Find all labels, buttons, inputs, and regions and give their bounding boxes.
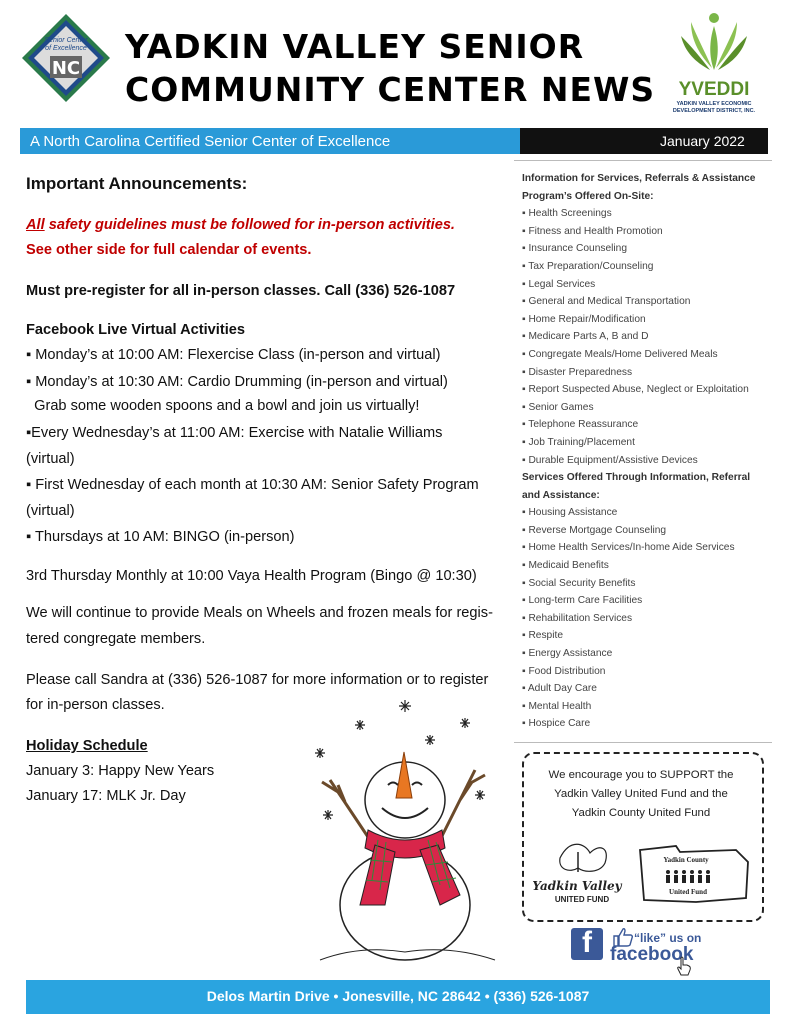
onsite-services-list [522, 205, 772, 469]
service-item: ▪ Health Screenings [522, 208, 612, 220]
activity-senior-safety: ▪ First Wednesday of each month at 10:30 AM: Senior Safety Program [26, 477, 479, 493]
yveddi-sub2: DEVELOPMENT DISTRICT, INC. [672, 108, 756, 114]
service-item: ▪ Job Training/Placement [522, 436, 635, 448]
activity-cardio-note: Grab some wooden spoons and a bowl and join us virtually! [26, 398, 420, 414]
pointer-hand-icon [676, 956, 692, 981]
activity-bingo: ▪ Thursdays at 10 AM: BINGO (in-person) [26, 529, 295, 545]
service-item: ▪ Hospice Care [522, 718, 591, 730]
facebook-like-text: “like” us on [634, 931, 702, 945]
vaya-health-note: 3rd Thursday Monthly at 10:00 Vaya Health Program (Bingo @ 10:30) [26, 568, 477, 584]
snowman-illustration [300, 690, 510, 970]
safety-guidelines [26, 215, 506, 235]
service-item: ▪ Rehabilitation Services [522, 612, 633, 624]
services-heading-2: Program’s Offered On-Site: [522, 190, 654, 202]
newsletter-title-line2: COMMUNITY CENTER NEWS [125, 70, 656, 109]
yv-fund-line1: Yadkin Valley [532, 879, 622, 893]
newsletter-title-line1: YADKIN VALLEY SENIOR [125, 27, 585, 66]
activity-cardio-drumming: ▪ Monday’s at 10:30 AM: Cardio Drumming (in-person and virtual) [26, 374, 448, 390]
service-item: ▪ Home Repair/Modification [522, 313, 646, 325]
holiday-new-years: January 3: Happy New Years [26, 763, 215, 779]
yadkin-valley-united-fund-logo [530, 838, 625, 908]
support-line2: Yadkin Valley United Fund and the [554, 788, 728, 800]
activity-exercise-natalie: ▪Every Wednesday’s at 11:00 AM: Exercise with Natalie Williams [26, 425, 443, 441]
safety-rest: safety guidelines must be followed for in-person activities. [44, 217, 455, 233]
services-heading-1: Information for Services, Referrals & Assistance [522, 173, 756, 184]
service-item: ▪ Disaster Preparedness [522, 366, 633, 378]
activity-flexercise: ▪ Monday’s at 10:00 AM: Flexercise Class (in-person and virtual) [26, 347, 441, 363]
yveddi-figure-icon [679, 12, 749, 72]
support-line1: We encourage you to SUPPORT the [548, 769, 734, 781]
support-line3: Yadkin County United Fund [571, 807, 711, 819]
yveddi-logo [660, 12, 768, 112]
seal-line1: Senior Center [44, 37, 88, 44]
service-item: ▪ Adult Day Care [522, 683, 597, 695]
calendar-note: See other side for full calendar of events. [26, 242, 312, 258]
service-item: ▪ Long-term Care Facilities [522, 595, 643, 607]
services-bottom-divider [514, 742, 772, 743]
services-heading-3: Services Offered Through Information, Referral [522, 472, 751, 484]
meals-note-line2: tered congregate members. [26, 631, 206, 647]
yadkin-county-united-fund-logo [636, 842, 754, 908]
service-item: ▪ Durable Equipment/Assistive Devices [522, 454, 698, 466]
announcements-heading: Important Announcements: [26, 174, 248, 193]
service-item: ▪ Mental Health [522, 700, 592, 712]
yveddi-sub1: YADKIN VALLEY ECONOMIC [676, 101, 752, 107]
meals-note-line1: We will continue to provide Meals on Wheels and frozen meals for regis- [26, 605, 493, 621]
senior-center-excellence-seal [20, 12, 112, 104]
service-item: ▪ Congregate Meals/Home Delivered Meals [522, 348, 718, 360]
referral-services-list [522, 504, 772, 733]
seal-mark: NC [51, 58, 81, 79]
service-item: ▪ Telephone Reassurance [522, 419, 639, 431]
facebook-wordmark[interactable]: facebook [610, 944, 694, 965]
service-item: ▪ Food Distribution [522, 665, 606, 677]
call-sandra-line1: Please call Sandra at (336) 526-1087 for more information or to register [26, 672, 489, 688]
service-item: ▪ Reverse Mortgage Counseling [522, 524, 667, 536]
yv-fund-line2: UNITED FUND [554, 895, 610, 904]
service-item: ▪ Medicaid Benefits [522, 560, 609, 572]
facebook-f-glyph: f [582, 926, 592, 959]
service-item: ▪ Medicare Parts A, B and D [522, 331, 649, 343]
call-sandra-line2: for in-person classes. [26, 697, 165, 713]
activity-senior-safety-virtual: (virtual) [26, 503, 75, 519]
holiday-mlk-day: January 17: MLK Jr. Day [26, 788, 186, 804]
services-top-divider [514, 160, 772, 161]
yc-fund-line2: United Fund [669, 888, 707, 896]
seal-line2: of Excellence [45, 45, 87, 52]
service-item: ▪ Report Suspected Abuse, Neglect or Exploitation [522, 384, 749, 396]
footer-address: Delos Martin Drive • Jonesville, NC 28642 • (336) 526-1087 [206, 988, 590, 1004]
certification-banner-text: A North Carolina Certified Senior Center of Excellence [30, 133, 391, 150]
activity-exercise-virtual: (virtual) [26, 451, 75, 467]
service-item: ▪ Social Security Benefits [522, 577, 636, 589]
services-heading-4: and Assistance: [522, 489, 600, 501]
safety-all: All [26, 217, 45, 233]
holiday-schedule-heading: Holiday Schedule [26, 738, 148, 754]
service-item: ▪ Home Health Services/In-home Aide Services [522, 542, 735, 554]
support-message [530, 766, 752, 823]
service-item: ▪ General and Medical Transportation [522, 296, 691, 308]
service-item: ▪ Legal Services [522, 278, 596, 290]
yc-fund-line1: Yadkin County [663, 856, 709, 864]
preregister-note: Must pre-register for all in-person classes. Call (336) 526-1087 [26, 283, 456, 299]
service-item: ▪ Fitness and Health Promotion [522, 225, 663, 237]
service-item: ▪ Housing Assistance [522, 507, 618, 519]
yveddi-brand: YVEDDI [678, 79, 750, 100]
service-item: ▪ Insurance Counseling [522, 243, 627, 255]
facebook-live-heading: Facebook Live Virtual Activities [26, 322, 245, 338]
services-list [522, 170, 772, 733]
service-item: ▪ Senior Games [522, 401, 594, 413]
service-item: ▪ Respite [522, 630, 563, 642]
service-item: ▪ Tax Preparation/Counseling [522, 260, 654, 272]
service-item: ▪ Energy Assistance [522, 648, 613, 660]
issue-date: January 2022 [660, 133, 745, 149]
